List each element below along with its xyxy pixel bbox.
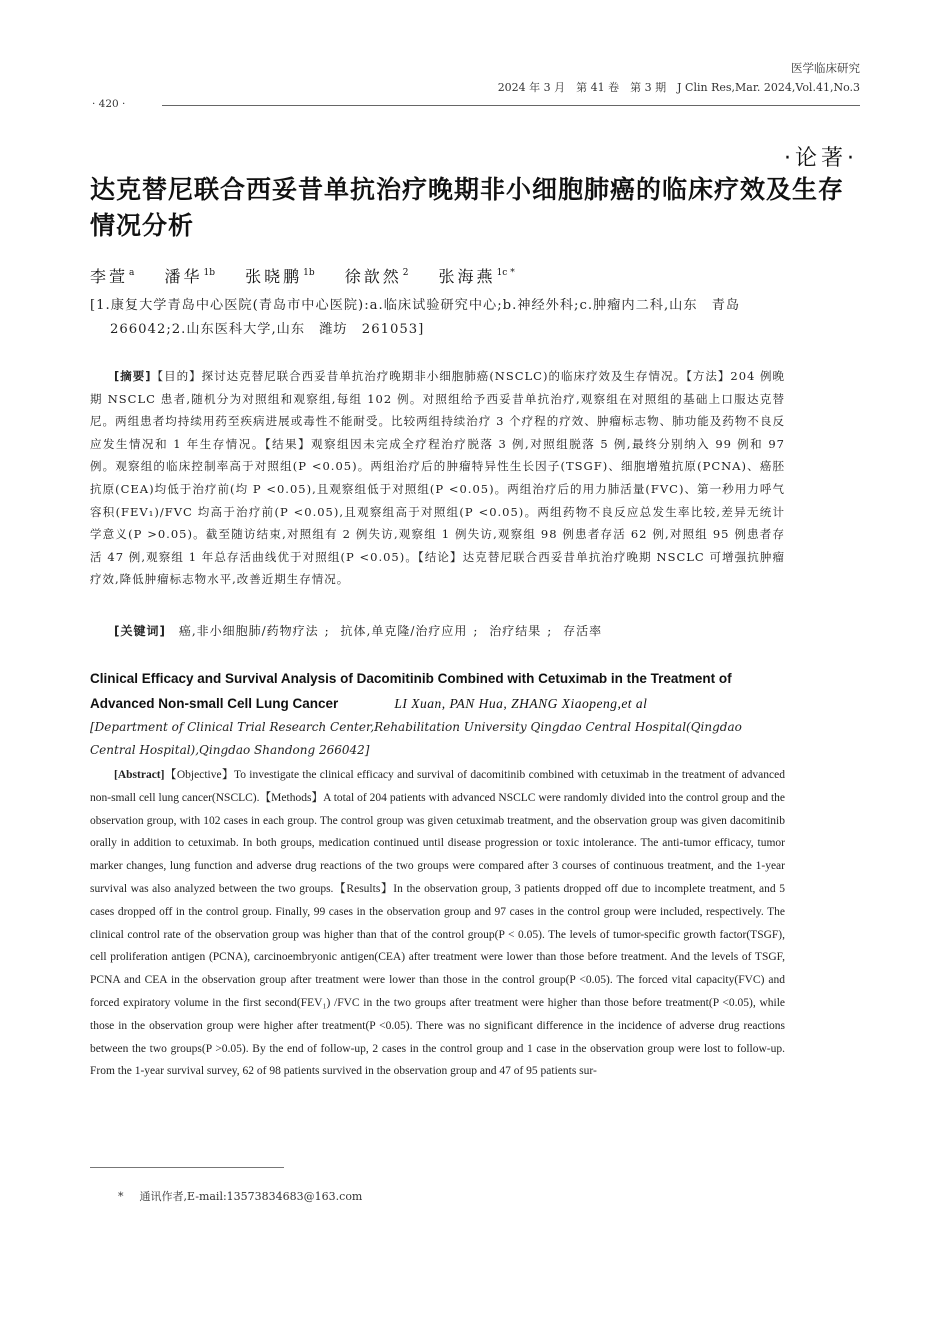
footnote-rule (90, 1167, 284, 1168)
affiliation-line: 266042;2.山东医科大学,山东 潍坊 261053] (110, 322, 425, 337)
footnote (118, 1188, 362, 1204)
keyword: 抗体,单克隆/治疗应用 (340, 624, 468, 638)
keyword: 存活率 (563, 624, 603, 638)
english-affiliation: [Department of Clinical Trial Research Center,Rehabilitation University Qingdao Central Hospital(Qingdao Central Hospital),Qingdao Shandong 266042] (90, 720, 742, 757)
abstract-text-en: 【Objective】To investigate the clinical efficacy and survival of dacomitinib combined with cetuximab in the treatment of advanced non-small cell lung cancer(NSCLC).【Methods】A total of 204 patients with advanced NSCLC were randomly divided into the control group and the observation group, with 102 cases in each group. The control group was given cetuximab treatment, and the observation group was given dacomitinib orally in addition to cetuximab. In both groups, medication continued until disease progression or toxic intolerance. The anti-tumor efficacy, tumor marker changes, lung function and adverse drug reactions of the two groups were compared after 3 courses of continuous treatment, and the 1-year survival was also analyzed between the two groups.【Results】In the observation group, 3 patients dropped off due to incomplete treatment, and 5 cases dropped off in the control group. Finally, 99 cases in the observation group and 97 cases in the control group were included, respectively. The clinical control rate of the observation group was higher than that of the control group(P < 0.05). The levels of tumor-specific growth factor(TSGF), cell proliferation antigen (PCNA), carcinoembryonic antigen(CEA) after treatment were lower than those before treatment. And the levels of TSGF, PCNA and CEA in the observation group after treatment were lower than those in the control group(P <0.05). The forced vital capacity(FVC) and forced expiratory volume in the first second(FEV₁) /FVC in the two groups after treatment were higher than those before treatment(P <0.05), while those in the observation group were higher after treatment(P <0.05). There was no significant difference in the incidence of adverse drug reactions between the two groups(P >0.05). By the end of follow-up, 2 cases in the control group and 1 case in the observation group were lost to follow-up. From the 1-year survival survey, 62 of 98 patients survived in the observation group and 47 of 95 patients sur- (90, 769, 785, 1078)
column-label: ·论著· (784, 146, 858, 171)
footnote-mark: * (118, 1190, 124, 1203)
page-number: · 420 · (92, 98, 126, 110)
header-rule (162, 105, 860, 106)
chinese-keywords: [关键词] 癌,非小细胞肺/药物疗法 ; 抗体,单克隆/治疗应用 ; 治疗结果 ; 存活率 (114, 624, 603, 638)
chinese-abstract (90, 365, 785, 591)
english-authors: LI Xuan, PAN Hua, ZHANG Xiaopeng,et al (394, 696, 648, 711)
chinese-authors (90, 264, 537, 287)
issue-info: 2024 年 3 月 第 41 卷 第 3 期 J Clin Res,Mar. 2024,Vol.41,No.3 (497, 81, 860, 94)
author: 张海燕$^{1c *}$ (438, 267, 515, 286)
chinese-affiliation (90, 294, 860, 342)
author: 张晓鹏$^{1b}$ (245, 267, 315, 286)
abstract-label: [摘要] (114, 369, 152, 383)
keyword: 治疗结果 (489, 624, 542, 638)
footnote-text: 通讯作者,E-mail:13573834683@163.com (139, 1190, 363, 1203)
abstract-text: 【目的】探讨达克替尼联合西妥昔单抗治疗晚期非小细胞肺癌(NSCLC)的临床疗效及生存情况。【方法】204 例晚期 NSCLC 患者,随机分为对照组和观察组,每组 102 例。对照组给予西妥昔单抗治疗,观察组在对照组的基础上口服达克替尼。两组患者均持续用药至疾病进展或毒性不能耐受。比较两组持续治疗 3 个疗程的疗效、肿瘤标志物、肺功能及药物不良反应发生情况和 1 年生存情况。【结果】观察组因未完成全疗程治疗脱落 3 例,对照组脱落 5 例,最终分别纳入 99 例和 97 例。观察组的临床控制率高于对照组(P <0.05)。两组治疗后的肿瘤特异性生长因子(TSGF)、细胞增殖抗原(PCNA)、癌胚抗原(CEA)均低于治疗前(均 P <0.05),且观察组低于对照组(P <0.05)。两组治疗后的用力肺活量(FVC)、第一秒用力呼气容积(FEV₁)/FVC 均高于治疗前(P <0.05),且观察组高于对照组(P <0.05)。两组药物不良反应总发生率比较,差异无统计学意义(P >0.05)。截至随访结束,对照组有 2 例失访,观察组 1 例失访,观察组 98 例患者存活 62 例,对照组 95 例患者存活 47 例,观察组 1 年总存活曲线优于对照组(P <0.05)。【结论】达克替尼联合西妥昔单抗治疗晚期 NSCLC 可增强抗肿瘤疗效,降低肿瘤标志物水平,改善近期生存情况。 (90, 369, 786, 587)
keyword: 癌,非小细胞肺/药物疗法 (178, 624, 319, 638)
abstract-label-en: [Abstract] (114, 769, 165, 781)
author: 潘华$^{1b}$ (164, 267, 215, 286)
author: 徐歆然$^2$ (344, 267, 409, 286)
keywords-label: [关键词] (114, 624, 166, 638)
chinese-title: 达克替尼联合西妥昔单抗治疗晚期非小细胞肺癌的临床疗效及生存情况分析 (90, 175, 845, 240)
english-abstract (90, 764, 785, 1083)
author: 李萱$^a$ (90, 267, 135, 286)
affiliation-line: [1.康复大学青岛中心医院(青岛市中心医院):a.临床试验研究中心;b.神经外科;c.肿瘤内二科,山东 青岛 (90, 298, 741, 313)
english-title: Clinical Efficacy and Survival Analysis of Dacomitinib Combined with Cetuximab in the Treatment of Advanced Non-small Cell Lung Cancer LI Xuan, PAN Hua, ZHANG Xiaopeng,et al (90, 671, 732, 711)
journal-name: 医学临床研究 (791, 61, 860, 75)
